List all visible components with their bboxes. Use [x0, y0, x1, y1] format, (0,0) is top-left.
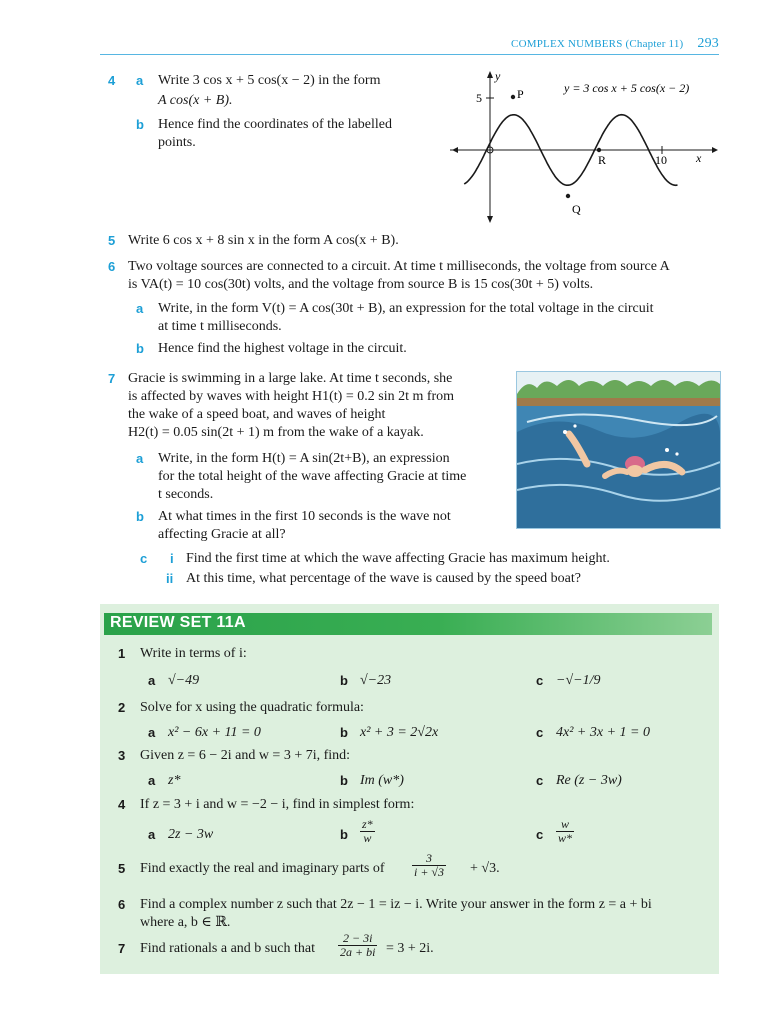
q7-a-line3: t seconds. [158, 487, 214, 502]
swimmer-drawing [517, 372, 720, 528]
review-q4-c-numerator: w [561, 817, 570, 831]
page-number: 293 [697, 36, 719, 51]
review-set-title: REVIEW SET 11A [110, 614, 246, 631]
review-q5-tail: + √3. [470, 861, 500, 876]
q4-number: 4 [108, 73, 116, 88]
point-r-dot [597, 148, 601, 152]
review-q7-denominator: 2a + bi [340, 945, 376, 959]
q5-text: Write 6 cos x + 8 sin x in the form A cos(x + B). [128, 233, 399, 248]
q7-number: 7 [108, 371, 116, 386]
point-p-dot [511, 95, 515, 99]
review-q5-number: 5 [118, 861, 126, 876]
x-tick-label: 10 [655, 153, 667, 167]
y-axis-label: y [495, 69, 501, 83]
review-q6-number: 6 [118, 897, 126, 912]
q4-b-line1: Hence find the coordinates of the labelled [158, 117, 393, 132]
header-rule [100, 54, 719, 55]
q6-a-label: a [136, 301, 144, 316]
review-q4-text: If z = 3 + i and w = −2 − i, find in simplest form: [140, 797, 415, 812]
y-axis-arrow-down [487, 216, 493, 223]
q4-b-line2: points. [158, 135, 196, 150]
y-tick-label: 5 [476, 91, 482, 105]
review-q1-a-expr: √−49 [168, 673, 200, 688]
q6-line1: Two voltage sources are connected to a circuit. At time t milliseconds, the voltage from source A [128, 259, 670, 274]
point-q-dot [566, 194, 570, 198]
q6-b-label: b [136, 341, 144, 356]
q7-cii-text: At this time, what percentage of the wave is caused by the speed boat? [186, 571, 581, 586]
review-q7-number: 7 [118, 941, 126, 956]
review-q3-a-label: a [148, 773, 156, 788]
review-q4-c-fraction [556, 818, 574, 845]
review-q4-a-label: a [148, 827, 156, 842]
review-q2-a-expr: x² − 6x + 11 = 0 [168, 725, 261, 740]
q7-b-line2: affecting Gracie at all? [158, 527, 286, 542]
graph-equation: y = 3 cos x + 5 cos(x − 2) [564, 81, 690, 95]
q4-a-line1: Write 3 cos x + 5 cos(x − 2) in the form [158, 73, 381, 88]
q6-a-line2: at time t milliseconds. [158, 319, 282, 334]
point-r-label: R [598, 153, 607, 167]
review-q2-b-label: b [340, 725, 348, 740]
chapter-title: COMPLEX NUMBERS (Chapter 11) [511, 38, 684, 50]
review-q4-b-numerator: z* [362, 817, 373, 831]
q6-line2: is VA(t) = 10 cos(30t) volts, and the voltage from source B is 15 cos(30t + 5) volts. [128, 277, 594, 292]
q7-b-line1: At what times in the first 10 seconds is the wave not [158, 509, 451, 524]
review-q4-a-expr: 2z − 3w [168, 827, 214, 842]
review-q7-text: Find rationals a and b such that [140, 941, 315, 956]
review-q5-text: Find exactly the real and imaginary parts of [140, 861, 385, 876]
x-axis-arrow-left [452, 147, 458, 153]
review-q2-number: 2 [118, 700, 126, 715]
review-q2-c-expr: 4x² + 3x + 1 = 0 [556, 725, 650, 740]
review-q3-text: Given z = 6 − 2i and w = 3 + 7i, find: [140, 748, 351, 763]
q7-a-label: a [136, 451, 144, 466]
review-q3-a-expr: z* [168, 773, 181, 788]
q7-ci-text: Find the first time at which the wave affecting Gracie has maximum height. [186, 551, 610, 566]
q7-cii-label: ii [166, 571, 174, 586]
q7-c-label: c [140, 551, 148, 566]
q4-a-line2: A cos(x + B). [158, 93, 233, 108]
review-q1-number: 1 [118, 646, 126, 661]
review-q1-text: Write in terms of i: [140, 646, 247, 661]
point-p-label: P [517, 87, 524, 101]
review-q4-b-denominator: w [360, 831, 375, 845]
q7-ci-label: i [170, 551, 174, 566]
review-q1-a-label: a [148, 673, 156, 688]
review-q5-fraction [412, 852, 446, 879]
y-axis-arrow [487, 71, 493, 78]
review-q2-b-expr: x² + 3 = 2√2x [360, 725, 439, 740]
sinusoid-graph [450, 68, 720, 228]
review-q3-number: 3 [118, 748, 126, 763]
review-q3-c-expr: Re (z − 3w) [556, 773, 622, 788]
swimmer-illustration [516, 371, 721, 529]
running-head [100, 36, 719, 54]
q6-number: 6 [108, 259, 116, 274]
q7-line2: is affected by waves with height H1(t) = 0.2 sin 2t m from [128, 389, 455, 404]
review-q5-numerator: 3 [426, 851, 433, 865]
review-q2-text: Solve for x using the quadratic formula: [140, 700, 364, 715]
q5-number: 5 [108, 233, 116, 248]
review-q1-b-label: b [340, 673, 348, 688]
q7-line1: Gracie is swimming in a large lake. At time t seconds, she [128, 371, 453, 386]
q6-b-text: Hence find the highest voltage in the circuit. [158, 341, 407, 356]
review-q4-c-denominator: w* [558, 831, 573, 845]
q7-line3: the wake of a speed boat, and waves of height [128, 407, 386, 422]
review-q2-a-label: a [148, 725, 156, 740]
review-q5-denominator: i + √3 [414, 865, 445, 879]
review-q4-number: 4 [118, 797, 126, 812]
review-q7-tail: = 3 + 2i. [386, 941, 434, 956]
q6-a-line1: Write, in the form V(t) = A cos(30t + B), an expression for the total voltage in the circuit [158, 301, 654, 316]
x-axis-label: x [696, 151, 702, 165]
review-q4-b-fraction [360, 818, 375, 845]
review-q7-fraction [338, 932, 377, 959]
q4-b-label: b [136, 117, 144, 132]
x-axis-arrow [712, 147, 718, 153]
review-q6-line1: Find a complex number z such that 2z − 1 = iz − i. Write your answer in the form z = a + bi [140, 897, 652, 912]
review-q1-c-label: c [536, 673, 544, 688]
review-q3-b-expr: Im (w*) [360, 773, 404, 788]
review-q1-c-expr: −√−1/9 [556, 673, 601, 688]
review-q3-c-label: c [536, 773, 544, 788]
q7-line4: H2(t) = 0.05 sin(2t + 1) m from the wake of a kayak. [128, 425, 424, 440]
review-q6-line2: where a, b ∈ ℝ. [140, 915, 231, 930]
q7-a-line2: for the total height of the wave affecting Gracie at time [158, 469, 467, 484]
q7-b-label: b [136, 509, 144, 524]
q7-a-line1: Write, in the form H(t) = A sin(2t+B), an expression [158, 451, 450, 466]
review-q1-b-expr: √−23 [360, 673, 392, 688]
review-q4-b-label: b [340, 827, 348, 842]
review-q3-b-label: b [340, 773, 348, 788]
review-q4-c-label: c [536, 827, 544, 842]
q4-a-label: a [136, 73, 144, 88]
review-q2-c-label: c [536, 725, 544, 740]
point-q-label: Q [572, 202, 581, 216]
review-q7-numerator: 2 − 3i [343, 931, 373, 945]
